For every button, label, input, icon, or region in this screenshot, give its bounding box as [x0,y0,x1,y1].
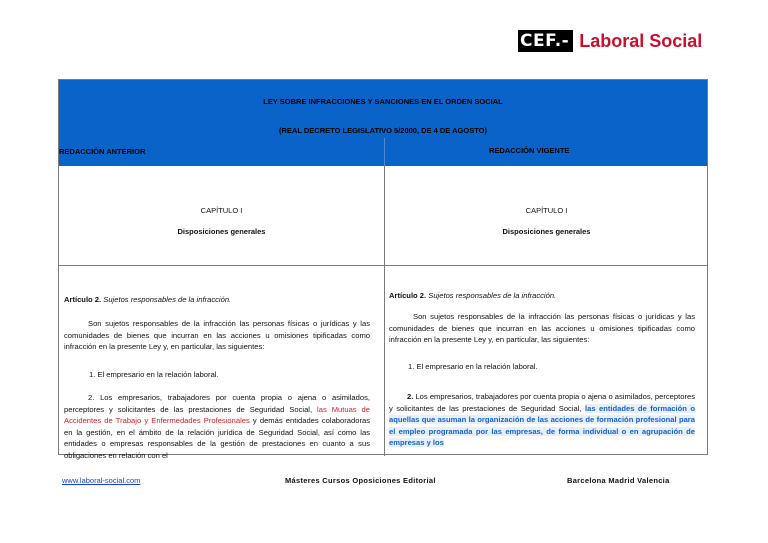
article-number-left: Artículo 2. [64,295,102,304]
footer-services: Másteres Cursos Oposiciones Editorial [285,476,436,485]
comparison-table [58,79,708,460]
chapter-number-left: CAPÍTULO I [200,206,243,215]
chapter-number-right: CAPÍTULO I [525,206,568,215]
article-title-right: Sujetos responsables de la infracción. [428,291,557,300]
amended-text-blue: las entidades de formación o aquellas que asuman la organización de las acciones de formación profesional para el empleo programada por las empresas, de forma individual o en agrupación de empresas y los [389,403,695,448]
item-left-1: 1. El empresario en la relación laboral. [89,370,219,379]
paragraph-left-2 [64,392,370,462]
logo-text: Laboral Social [579,30,703,51]
item-number-right-2: 2. [407,392,414,401]
paragraph-left-2-text: 2. Los empresarios, trabajadores por cuenta propia o ajena o asimilados, perceptores y solicitantes de las prestaciones de Seguridad Social, [64,393,370,414]
paragraph-right-1: Son sujetos responsables de la infracción las personas físicas o jurídicas y las comunidades de bienes que incurran en las acciones u omisiones tipificadas como infracción en la presente Ley y, en particular, las siguientes: [389,312,695,345]
paragraph-left-2-text-end: y demás entidades colaboradoras en la gestión, en el ámbito de la relación jurídica de Seguridad Social, así como las entidades o empresas responsables de la gestión de prestaciones en cuanto a sus obligaciones en relación con el [64,416,370,460]
paragraph-right-2-text: Los empresarios, trabajadores por cuenta propia o ajena o asimilados, perceptores y solicitantes de las prestaciones de Seguridad Social, [389,392,695,413]
document-title: LEY SOBRE INFRACCIONES Y SANCIONES EN EL ORDEN SOCIAL [263,97,503,106]
amended-text-red: las Mutuas de Accidentes de Trabajo y Enfermedades Profesionales [64,404,370,426]
row-divider [59,265,707,266]
chapter-title-left: Disposiciones generales [177,227,266,236]
table-header [59,80,707,166]
article-heading-left [64,295,231,304]
column-header-previous: REDACCIÓN ANTERIOR [59,147,146,156]
article-number-right: Artículo 2. [389,291,427,300]
logo-mark: CEF.- [518,30,573,52]
column-header-current: REDACCIÓN VIGENTE [489,146,570,155]
footer-locations: Barcelona Madrid Valencia [567,476,670,485]
paragraph-left-1: Son sujetos responsables de la infracción las personas físicas o jurídicas y las comunidades de bienes que incurran en las acciones u omisiones tipificadas como infracción en la presente Ley y, en particular, las siguientes: [64,319,370,352]
document-subtitle: (REAL DECRETO LEGISLATIVO 5/2000, DE 4 DE AGOSTO) [279,126,487,135]
brand-logo [518,30,702,52]
header-divider [384,138,385,166]
article-title-left: Sujetos responsables de la infracción. [103,295,232,304]
paragraph-right-2 [389,391,695,449]
chapter-title-right: Disposiciones generales [502,227,591,236]
article-heading-right [389,291,556,300]
item-right-1: 1. El empresario en la relación laboral. [408,362,538,371]
website-link[interactable]: www.laboral-social.com [62,476,141,485]
